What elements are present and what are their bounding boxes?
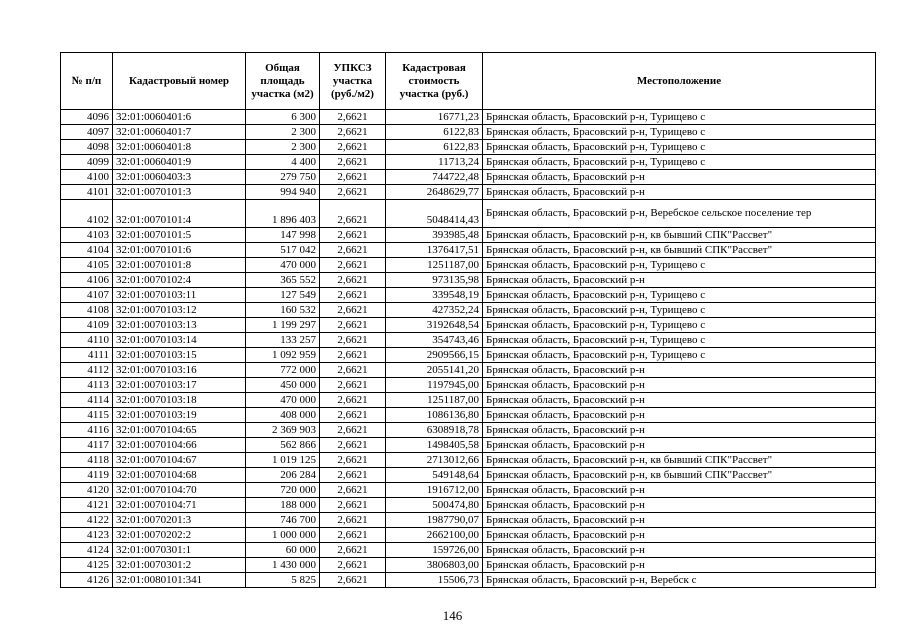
- table-row: [61, 185, 876, 200]
- table-row: [61, 318, 876, 333]
- header-location: Местоположение: [483, 53, 876, 110]
- cell-upksz: 2,6621: [320, 318, 386, 333]
- table-row: [61, 438, 876, 453]
- cell-cadastral-number: 32:01:0070101:8: [113, 258, 246, 273]
- cell-num: 4120: [61, 483, 113, 498]
- cell-area: 1 092 959: [246, 348, 320, 363]
- cell-area: 160 532: [246, 303, 320, 318]
- cell-upksz: 2,6621: [320, 423, 386, 438]
- cell-num: 4115: [61, 408, 113, 423]
- cell-upksz: 2,6621: [320, 125, 386, 140]
- cell-cadastral-number: 32:01:0060403:3: [113, 170, 246, 185]
- table-row: [61, 498, 876, 513]
- cell-num: 4097: [61, 125, 113, 140]
- cell-num: 4116: [61, 423, 113, 438]
- cell-location: Брянская область, Брасовский р-н, Турищево с: [483, 155, 876, 170]
- cell-cadastral-cost: 1498405,58: [386, 438, 483, 453]
- cell-location: Брянская область, Брасовский р-н: [483, 423, 876, 438]
- cell-cadastral-number: 32:01:0070104:70: [113, 483, 246, 498]
- cell-cadastral-number: 32:01:0070103:16: [113, 363, 246, 378]
- cell-location: Брянская область, Брасовский р-н: [483, 483, 876, 498]
- cell-location: Брянская область, Брасовский р-н, Турищево с: [483, 140, 876, 155]
- cell-location: Брянская область, Брасовский р-н: [483, 513, 876, 528]
- cell-upksz: 2,6621: [320, 573, 386, 588]
- cell-cadastral-number: 32:01:0070103:19: [113, 408, 246, 423]
- cell-cadastral-number: 32:01:0070104:67: [113, 453, 246, 468]
- cell-upksz: 2,6621: [320, 348, 386, 363]
- cell-area: 4 400: [246, 155, 320, 170]
- cell-cadastral-cost: 1086136,80: [386, 408, 483, 423]
- cell-num: 4122: [61, 513, 113, 528]
- cell-location: Брянская область, Брасовский р-н, Турищево с: [483, 348, 876, 363]
- cell-location: Брянская область, Брасовский р-н, кв бывший СПК"Рассвет": [483, 468, 876, 483]
- cell-upksz: 2,6621: [320, 185, 386, 200]
- cell-area: 772 000: [246, 363, 320, 378]
- header-area: Общая площадь участка (м2): [246, 53, 320, 110]
- table-body: [61, 110, 876, 588]
- cell-upksz: 2,6621: [320, 258, 386, 273]
- cell-cadastral-cost: 16771,23: [386, 110, 483, 125]
- table-row: [61, 453, 876, 468]
- header-upksz: УПКСЗ участка (руб./м2): [320, 53, 386, 110]
- cell-cadastral-cost: 973135,98: [386, 273, 483, 288]
- cell-num: 4099: [61, 155, 113, 170]
- table-row: [61, 363, 876, 378]
- cell-upksz: 2,6621: [320, 528, 386, 543]
- header-cadastral-number: Кадастровый номер: [113, 53, 246, 110]
- cell-num: 4126: [61, 573, 113, 588]
- cell-location: Брянская область, Брасовский р-н, Турищево с: [483, 288, 876, 303]
- cell-upksz: 2,6621: [320, 273, 386, 288]
- table-row: [61, 558, 876, 573]
- cell-cadastral-number: 32:01:0070101:5: [113, 228, 246, 243]
- cell-area: 279 750: [246, 170, 320, 185]
- cell-cadastral-number: 32:01:0060401:9: [113, 155, 246, 170]
- cell-upksz: 2,6621: [320, 543, 386, 558]
- cell-num: 4112: [61, 363, 113, 378]
- cell-area: 720 000: [246, 483, 320, 498]
- table-row: [61, 513, 876, 528]
- cell-num: 4117: [61, 438, 113, 453]
- cell-cadastral-cost: 354743,46: [386, 333, 483, 348]
- cell-num: 4100: [61, 170, 113, 185]
- cell-cadastral-cost: 2648629,77: [386, 185, 483, 200]
- cell-upksz: 2,6621: [320, 288, 386, 303]
- table-row: [61, 573, 876, 588]
- cell-upksz: 2,6621: [320, 393, 386, 408]
- cell-cadastral-cost: 5048414,43: [386, 200, 483, 228]
- cell-cadastral-number: 32:01:0070102:4: [113, 273, 246, 288]
- cell-upksz: 2,6621: [320, 453, 386, 468]
- cell-upksz: 2,6621: [320, 438, 386, 453]
- cell-cadastral-cost: 549148,64: [386, 468, 483, 483]
- cell-cadastral-cost: 1251187,00: [386, 258, 483, 273]
- cell-location: Брянская область, Брасовский р-н: [483, 185, 876, 200]
- table-row: [61, 543, 876, 558]
- cell-location: Брянская область, Брасовский р-н: [483, 438, 876, 453]
- table-row: [61, 200, 876, 228]
- table-row: [61, 483, 876, 498]
- cell-cadastral-cost: 2662100,00: [386, 528, 483, 543]
- cell-area: 517 042: [246, 243, 320, 258]
- cell-upksz: 2,6621: [320, 498, 386, 513]
- cell-cadastral-number: 32:01:0060401:7: [113, 125, 246, 140]
- cell-num: 4125: [61, 558, 113, 573]
- cell-upksz: 2,6621: [320, 243, 386, 258]
- cell-cadastral-cost: 1251187,00: [386, 393, 483, 408]
- cell-num: 4096: [61, 110, 113, 125]
- cell-cadastral-cost: 6308918,78: [386, 423, 483, 438]
- cell-location: Брянская область, Брасовский р-н, кв бывший СПК"Рассвет": [483, 243, 876, 258]
- cell-area: 1 000 000: [246, 528, 320, 543]
- cell-cadastral-cost: 2713012,66: [386, 453, 483, 468]
- cell-cadastral-cost: 2909566,15: [386, 348, 483, 363]
- cell-cadastral-cost: 1987790,07: [386, 513, 483, 528]
- cell-upksz: 2,6621: [320, 200, 386, 228]
- cell-upksz: 2,6621: [320, 110, 386, 125]
- cell-area: 1 019 125: [246, 453, 320, 468]
- cell-num: 4119: [61, 468, 113, 483]
- cell-num: 4108: [61, 303, 113, 318]
- cell-area: 188 000: [246, 498, 320, 513]
- cell-area: 1 430 000: [246, 558, 320, 573]
- cell-area: 562 866: [246, 438, 320, 453]
- cell-upksz: 2,6621: [320, 333, 386, 348]
- cell-cadastral-cost: 339548,19: [386, 288, 483, 303]
- cell-area: 470 000: [246, 258, 320, 273]
- cell-cadastral-number: 32:01:0070104:66: [113, 438, 246, 453]
- table-row: [61, 468, 876, 483]
- cell-area: 994 940: [246, 185, 320, 200]
- cell-upksz: 2,6621: [320, 513, 386, 528]
- cell-cadastral-cost: 6122,83: [386, 140, 483, 155]
- cell-location: Брянская область, Брасовский р-н, Веребск с: [483, 573, 876, 588]
- cell-cadastral-number: 32:01:0070103:14: [113, 333, 246, 348]
- cell-location: Брянская область, Брасовский р-н: [483, 408, 876, 423]
- cell-cadastral-cost: 2055141,20: [386, 363, 483, 378]
- cell-num: 4110: [61, 333, 113, 348]
- cell-area: 746 700: [246, 513, 320, 528]
- table-row: [61, 258, 876, 273]
- cell-area: 5 825: [246, 573, 320, 588]
- cell-location: Брянская область, Брасовский р-н: [483, 170, 876, 185]
- cell-cadastral-number: 32:01:0080101:341: [113, 573, 246, 588]
- cell-area: 2 300: [246, 140, 320, 155]
- table-row: [61, 288, 876, 303]
- table-row: [61, 333, 876, 348]
- table-row: [61, 393, 876, 408]
- cell-cadastral-number: 32:01:0070104:65: [113, 423, 246, 438]
- cell-area: 206 284: [246, 468, 320, 483]
- cell-cadastral-number: 32:01:0070201:3: [113, 513, 246, 528]
- cell-area: 147 998: [246, 228, 320, 243]
- cell-upksz: 2,6621: [320, 170, 386, 185]
- cell-cadastral-cost: 3192648,54: [386, 318, 483, 333]
- table-row: [61, 408, 876, 423]
- cell-num: 4105: [61, 258, 113, 273]
- header-cadastral-cost: Кадастровая стоимость участка (руб.): [386, 53, 483, 110]
- table-row: [61, 423, 876, 438]
- cell-area: 2 369 903: [246, 423, 320, 438]
- cell-cadastral-cost: 1376417,51: [386, 243, 483, 258]
- cell-location: Брянская область, Брасовский р-н: [483, 528, 876, 543]
- table-row: [61, 243, 876, 258]
- cell-area: 133 257: [246, 333, 320, 348]
- cell-cadastral-cost: 1916712,00: [386, 483, 483, 498]
- table-row: [61, 273, 876, 288]
- cell-upksz: 2,6621: [320, 303, 386, 318]
- cell-num: 4113: [61, 378, 113, 393]
- cell-location: Брянская область, Брасовский р-н: [483, 363, 876, 378]
- cell-num: 4114: [61, 393, 113, 408]
- table-row: [61, 170, 876, 185]
- cell-num: 4124: [61, 543, 113, 558]
- cell-cadastral-cost: 393985,48: [386, 228, 483, 243]
- cell-cadastral-number: 32:01:0070301:1: [113, 543, 246, 558]
- cell-location: Брянская область, Брасовский р-н, Турищево с: [483, 110, 876, 125]
- cell-cadastral-number: 32:01:0070104:68: [113, 468, 246, 483]
- table-row: [61, 140, 876, 155]
- cell-location: Брянская область, Брасовский р-н: [483, 393, 876, 408]
- cell-cadastral-cost: 1197945,00: [386, 378, 483, 393]
- cell-cadastral-number: 32:01:0070103:11: [113, 288, 246, 303]
- cell-location: Брянская область, Брасовский р-н: [483, 498, 876, 513]
- cell-cadastral-number: 32:01:0070301:2: [113, 558, 246, 573]
- table-row: [61, 155, 876, 170]
- table-row: [61, 303, 876, 318]
- cell-location: Брянская область, Брасовский р-н, Турищево с: [483, 258, 876, 273]
- page-number: 146: [442, 608, 463, 623]
- table-header-row: [61, 53, 876, 110]
- cadastral-table: [60, 52, 876, 588]
- cell-location: Брянская область, Брасовский р-н, Турищево с: [483, 318, 876, 333]
- cell-num: 4102: [61, 200, 113, 228]
- cell-cadastral-cost: 6122,83: [386, 125, 483, 140]
- cell-num: 4106: [61, 273, 113, 288]
- cell-cadastral-number: 32:01:0070101:4: [113, 200, 246, 228]
- cell-area: 1 199 297: [246, 318, 320, 333]
- cell-area: 60 000: [246, 543, 320, 558]
- cell-location: Брянская область, Брасовский р-н: [483, 543, 876, 558]
- cell-num: 4123: [61, 528, 113, 543]
- cell-area: 365 552: [246, 273, 320, 288]
- cell-cadastral-cost: 3806803,00: [386, 558, 483, 573]
- cell-num: 4109: [61, 318, 113, 333]
- table-row: [61, 528, 876, 543]
- cell-location: Брянская область, Брасовский р-н, кв бывший СПК"Рассвет": [483, 453, 876, 468]
- cell-area: 6 300: [246, 110, 320, 125]
- cell-area: 470 000: [246, 393, 320, 408]
- cell-upksz: 2,6621: [320, 155, 386, 170]
- cell-area: 127 549: [246, 288, 320, 303]
- cell-cadastral-number: 32:01:0070101:6: [113, 243, 246, 258]
- cell-cadastral-cost: 159726,00: [386, 543, 483, 558]
- header-num: № п/п: [61, 53, 113, 110]
- cell-upksz: 2,6621: [320, 363, 386, 378]
- table-row: [61, 125, 876, 140]
- cell-location: Брянская область, Брасовский р-н, Турищево с: [483, 125, 876, 140]
- cell-cadastral-number: 32:01:0070101:3: [113, 185, 246, 200]
- cell-cadastral-number: 32:01:0070103:13: [113, 318, 246, 333]
- cell-cadastral-cost: 11713,24: [386, 155, 483, 170]
- cell-area: 408 000: [246, 408, 320, 423]
- cell-upksz: 2,6621: [320, 228, 386, 243]
- cell-location: Брянская область, Брасовский р-н: [483, 558, 876, 573]
- cell-num: 4118: [61, 453, 113, 468]
- cell-area: 2 300: [246, 125, 320, 140]
- table-row: [61, 378, 876, 393]
- cell-location: Брянская область, Брасовский р-н: [483, 378, 876, 393]
- table-row: [61, 110, 876, 125]
- cell-location: Брянская область, Брасовский р-н, Турищево с: [483, 303, 876, 318]
- cell-location: Брянская область, Брасовский р-н, Веребское сельское поселение тер: [483, 200, 876, 228]
- cell-num: 4098: [61, 140, 113, 155]
- cell-upksz: 2,6621: [320, 483, 386, 498]
- cell-cadastral-number: 32:01:0070103:18: [113, 393, 246, 408]
- cell-num: 4101: [61, 185, 113, 200]
- cell-upksz: 2,6621: [320, 378, 386, 393]
- cell-location: Брянская область, Брасовский р-н, Турищево с: [483, 333, 876, 348]
- cell-cadastral-number: 32:01:0070103:12: [113, 303, 246, 318]
- cell-cadastral-cost: 427352,24: [386, 303, 483, 318]
- cell-cadastral-cost: 744722,48: [386, 170, 483, 185]
- cell-num: 4103: [61, 228, 113, 243]
- cell-cadastral-number: 32:01:0070202:2: [113, 528, 246, 543]
- cell-num: 4121: [61, 498, 113, 513]
- cell-num: 4111: [61, 348, 113, 363]
- cell-upksz: 2,6621: [320, 468, 386, 483]
- cell-cadastral-number: 32:01:0070104:71: [113, 498, 246, 513]
- cell-location: Брянская область, Брасовский р-н: [483, 273, 876, 288]
- table-row: [61, 228, 876, 243]
- cell-cadastral-cost: 500474,80: [386, 498, 483, 513]
- table-row: [61, 348, 876, 363]
- cell-num: 4107: [61, 288, 113, 303]
- cell-cadastral-number: 32:01:0060401:6: [113, 110, 246, 125]
- cell-area: 450 000: [246, 378, 320, 393]
- cell-upksz: 2,6621: [320, 558, 386, 573]
- cell-cadastral-number: 32:01:0070103:17: [113, 378, 246, 393]
- cell-upksz: 2,6621: [320, 408, 386, 423]
- cell-cadastral-number: 32:01:0070103:15: [113, 348, 246, 363]
- cell-location: Брянская область, Брасовский р-н, кв бывший СПК"Рассвет": [483, 228, 876, 243]
- cell-num: 4104: [61, 243, 113, 258]
- cell-cadastral-cost: 15506,73: [386, 573, 483, 588]
- cell-area: 1 896 403: [246, 200, 320, 228]
- cell-cadastral-number: 32:01:0060401:8: [113, 140, 246, 155]
- cell-upksz: 2,6621: [320, 140, 386, 155]
